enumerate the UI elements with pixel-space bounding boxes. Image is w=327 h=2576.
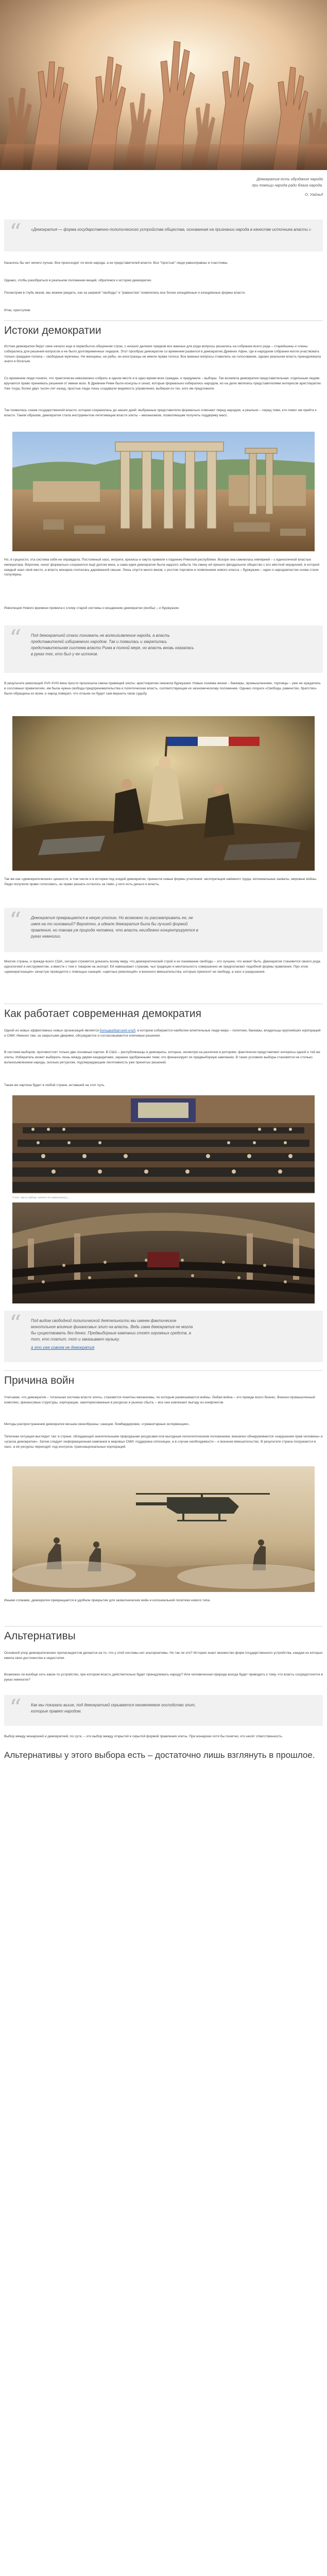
section-heading-wars: Причина войн xyxy=(4,1375,75,1386)
wars-paragraph-2: Методы распространения демократии весьма своеобразны: санкции, бомбардировки, «гуманитарные интервенции». xyxy=(4,1422,190,1426)
intro-paragraph-3: Посмотрим в глубь веков, мы можем увидеть, как за ширмой "свободы" и "равенства" появлялись все более изощрённые и изощрённые формы власти. xyxy=(4,291,246,295)
alternatives-paragraph-2: Возможно ли вообще хоть какое-то устройство, при котором власть действительно будет принадлежать народу? Или человеческая природа всегда будет приводить к тому, что власть сосредоточится в руках немногих? xyxy=(4,1673,323,1682)
modern-paragraph-3: Такая же картина будет в любой стране, вставшей на этот путь. xyxy=(4,1083,106,1087)
history-paragraph-1: Истоки демократии берут свое начало еще в первобытно-общинном строе, с низших далеких предков все важные для рода вопросы решались на собрании всего рода – старейшины и члены собирались для решения вопросов и не было долговременных лидеров. Этот прообраз демократии со временем развился в демократию Древних Афин, где в народном собрании могли участвовать только граждане полиса – свободные мужчины. Ни женщины, ни рабы, ни иностранцы не имели права голоса. Все важные вопросы ставились на голосование, однако реальная власть принадлежала знати и богатым. xyxy=(4,345,321,364)
history-paragraph-2: Со временем люди поняли, что практически невозможно собрать в одном месте и в одно время всех граждан, и придумали – выборы. Так возникла демократия представительная: отдельным людям вручается право принимать решения от имени всех. В Древнем Риме были консулы и сенат, которые формально избирались народом, но на деле являлись представителями интересов аристократии. Уже тогда, более двух тысяч лет назад, простые люди лишь создавали видимость управления, выбирая из тех, кого им предложили. xyxy=(4,377,322,391)
modern-quote-link-line xyxy=(31,1345,315,1351)
quote-mark-icon: “ xyxy=(9,1310,22,1337)
alternatives-paragraph-1: Основной упор демократических пропагандистов делается на то, что у этой системы нет альтернативы. Но так ли это? История знает множество форм государственного устройства, каждая из которых имела свои достоинства и недостатки. xyxy=(4,1651,323,1660)
modern-quote xyxy=(4,1311,323,1362)
history-paragraph-5: Революция Нового времени привела к слому старой системы и воцарению демократии (якобы) – и буржуазии. xyxy=(4,606,180,610)
history-paragraph-6: В результате революций XVII-XVIII века просто произошла смена правящей элиты: аристократию сменила буржуазия. Новые хозяева жизни – банкиры, промышленники, торговцы – уже не нуждались в сословных привилегиях, им была нужна свобода предпринимательства и политическая власть, соответствующая их экономическому положению. Однако лозунги «Свобода, равенство, братство» были обращены ко всем, и народ поверил, что отныне он будет сам вершить свою судьбу. xyxy=(4,682,321,696)
section-heading-alternatives: Альтернативы xyxy=(4,1630,76,1642)
definition-quote xyxy=(4,219,323,251)
history-quote-1-text: Под демократией стали понимать не волеизъявление народа, а власть представителей избираемого народом. Так и появилась и закрепилась представительная система власти Рима в полной мере, но власть вновь оказалась в руках тех, кто был у ее истоков. xyxy=(31,633,194,657)
wars-paragraph-3: Типичная ситуация выглядит так: в стране, обладающей значительными природными ресурсами или выгодным геополитическим положением, внезапно обнаруживаются «нарушения прав человека» и «угроза демократии». Затем следует информационная кампания в мировых СМИ, поддержка оппозиции, а в случае необходимости – и военное вмешательство. В результате страна погружается в хаос, а её ресурсы переходят под контроль транснациональных корпораций. xyxy=(4,1435,323,1449)
bilderberg-link[interactable]: Бильдербергский клуб xyxy=(99,1029,135,1032)
epigraph-author: О. Уайльд xyxy=(305,192,323,197)
divider xyxy=(4,320,323,321)
modern-paragraph-1-end: , в котором собираются наиболее влиятельные люди мира – политики, банкиры, владельцы крупнейших корпораций и СМИ. Именно там, за закрытыми дверями, обсуждаются и согласовываются ключевые решения. xyxy=(4,1029,321,1038)
modern-quote-link[interactable]: а это уже совсем не демократия xyxy=(31,1345,95,1350)
quote-mark-icon: “ xyxy=(9,218,22,246)
intro-paragraph-4: Итак, приступим. xyxy=(4,309,31,312)
alternatives-quote xyxy=(4,1695,323,1726)
quote-mark-icon: “ xyxy=(9,624,22,652)
photo-caption: Стоп, так и сейчас ничего не изменилось... xyxy=(12,1196,70,1199)
modern-paragraph-1-start: Одной из новых эффективных новых организаций является xyxy=(4,1029,100,1032)
history-quote-2-text: Демократия превращается в некую утопию. Но возможно ли рассматривать ее, не имея на то оснований? Вероятно, в идеале демократия была бы лучшей формой правления, но такова уж природа человека, что власть неизбежно концентрируется в руках немногих. xyxy=(31,916,198,939)
section-heading-modern: Как работает современная демократия xyxy=(4,1008,202,1020)
war-helicopter-image xyxy=(12,1466,315,1592)
quote-mark-icon: “ xyxy=(9,1694,22,1722)
closing-heading: Альтернативы у этого выбора есть – достаточно лишь взглянуть в прошлое. xyxy=(4,1750,315,1760)
revolution-painting-image xyxy=(12,716,315,871)
modern-paragraph-1 xyxy=(4,1028,323,1039)
history-paragraph-4: Но, в сущности, эта система себя не оправдала. Постоянный хаос, интриги, кризисы и смута привели к падению Римской республики. Вскоре она сменилась империей – с единоличной властью императора. Впрочем, сенат формально сохранялся ещё долгие века, а сама идея демократии была надолго забыта. На смену ей пришло феодальное общество с его жёсткой иерархией, в которой каждый знал своё место, а власть монарха считалась дарованной свыше. Лишь спустя много веков, с ростом торговли и появлением нового класса – буржуазии – идеи о народовластии снова стали популярны. xyxy=(4,558,320,577)
congress-chamber-image xyxy=(12,1095,315,1193)
epigraph xyxy=(170,176,323,198)
roman-forum-image xyxy=(12,432,315,551)
quote-mark-icon: “ xyxy=(9,907,22,935)
epigraph-line-1: Демократия есть обуздание народа xyxy=(256,177,323,181)
wars-paragraph-1: Учитывая, что демократия – тотальная система власти элиты, становятся понятны механизмы, по которым развязываются войны. Любая война – это прежде всего бизнес. Военно-промышленный комплекс, финансовые структуры, корпорации, заинтересованные в ресурсах и рынках сбыта, – все они извлекают выгоду из конфликтов. xyxy=(4,1396,315,1404)
history-quote-2 xyxy=(4,908,323,952)
history-paragraph-3: Так появилась схема государственной власти, которая сохранилась до наших дней: выбранные представители формально отвечают перед народом, а реально – перед теми, кто помог им прийти к власти. Таким образом, демократия стала инструментом легитимации власти элиты – механизмом, позволяющим получить поддержку масс. xyxy=(4,409,317,417)
modern-quote-text: Под видом свободной политической деятельности мы имеем фактическое монопольное влияние финансовых элит на власть. Ведь сама демократия не могла бы существовать без денег. Предвыборные кампании стоят огромных средств, а тот, кто платит, тот и заказывает музыку. xyxy=(31,1318,193,1342)
divider xyxy=(4,1370,323,1371)
history-paragraph-7: Так же как «демократические» ценности, в том числе и в истории под эгидой демократии, принесли новые формы угнетения: эксплуатация наёмного труда, колониальные захваты, мировые войны. Люди получили право голосовать, но право решать осталось за теми, у кого есть деньги и власть. xyxy=(4,877,317,886)
alternatives-quote-text: Как мы показали выше, под демократией скрывается несменяемое господство элит, которые правят народом. xyxy=(31,1703,196,1714)
modern-paragraph-2: В системе выборов, противостоят только две основные партии. В США – республиканцы и демократы, которые, несмотря на различия в риторике, фактически представляют интересы одной и той же элиты. Избиратель может выбирать лишь между двумя кандидатами, заранее одобренными теми, кто финансирует их предвыборную кампанию. В таких условиях выборы становятся не столько волеизъявлением народа, сколько ритуалом, подтверждающим легитимность уже принятых решений. xyxy=(4,1050,320,1064)
alternatives-paragraph-3: Выбор между монархией и демократией, по сути, – это выбор между открытой и скрытой формой правления элиты. При монархии хотя бы понятно, кто несёт ответственность. xyxy=(4,1735,283,1738)
senate-painting-image xyxy=(12,1202,315,1303)
history-quote-1 xyxy=(4,625,323,673)
section-heading-history: Истоки демократии xyxy=(4,325,101,336)
history-paragraph-8: Многие страны, и прежде всего США, сегодня стремятся доказать всему миру, что демократический строй и их понимание свободы – это лучшее, что может быть. Демократия становится своего рода идеологией и инструментом, а вместе с тем и товаром на экспорт. Её навязывают странам, чьи традиции и ментальность совершенно не предполагают подобной формы правления. При этом «демократизация» зачастую проводится с помощью санкций, «цветных революций» и военного вмешательства, которые приносят не свободу, а хаос и разрушения. xyxy=(4,960,320,974)
hero-image-raised-hands xyxy=(0,0,327,170)
intro-paragraph-1: Казалось бы нет ничего лучше. Все происходит по воле народа, а не представителей власти. Все "простые" люди равноправны и счастливы. xyxy=(4,261,229,265)
definition-text: «Демократия — форма государственно-политического устройства общества, основанная на признании народа в качестве источника власти.» xyxy=(31,227,311,232)
epigraph-line-2: при помощи народа ради блага народа. xyxy=(252,182,323,188)
intro-paragraph-2: Однако, чтобы разобраться в реальном положении вещей, обратимся к истории демократии. xyxy=(4,279,152,282)
wars-paragraph-4: Иными словами, демократия превращается в удобное прикрытие для захватнических войн и колониальной политики нового типа. xyxy=(4,1599,211,1602)
